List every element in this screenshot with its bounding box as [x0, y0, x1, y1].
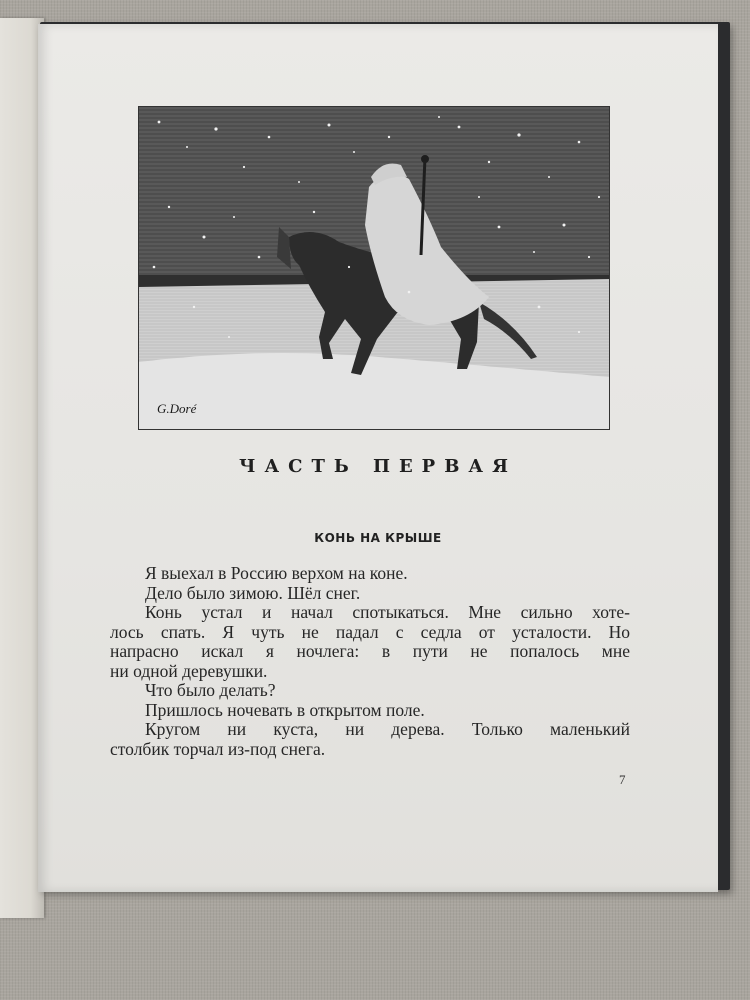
rider-in-snow-illustration	[139, 107, 609, 429]
engraving-illustration	[138, 106, 610, 430]
text-line: ни одной деревушки.	[110, 660, 268, 681]
page-number: 7	[619, 772, 626, 787]
part-title: ЧАСТЬ ПЕРВАЯ	[239, 456, 517, 477]
text-line: напрасно искал я ночлега: в пути не попалось мне	[110, 641, 630, 661]
illustration-signature: G.Doré	[157, 401, 197, 416]
text-line: столбик торчал из-под снега.	[110, 738, 326, 759]
text-line: Я выехал в Россию верхом на коне.	[145, 563, 408, 583]
text-line: Кругом ни куста, ни дерева. Только маленький	[145, 719, 630, 739]
text-line: Дело было зимою. Шёл снег.	[145, 582, 361, 603]
text-line: Что было делать?	[145, 680, 276, 700]
text-line: Пришлось ночевать в открытом поле.	[145, 699, 425, 720]
chapter-title: КОНЬ НА КРЫШЕ	[314, 531, 442, 545]
text-line: Конь устал и начал спотыкаться. Мне сильно хоте-	[145, 602, 630, 622]
text-line: лось спать. Я чуть не падал с седла от усталости. Но	[110, 621, 630, 642]
chapter-body-text	[110, 564, 630, 759]
book-page	[38, 24, 718, 892]
